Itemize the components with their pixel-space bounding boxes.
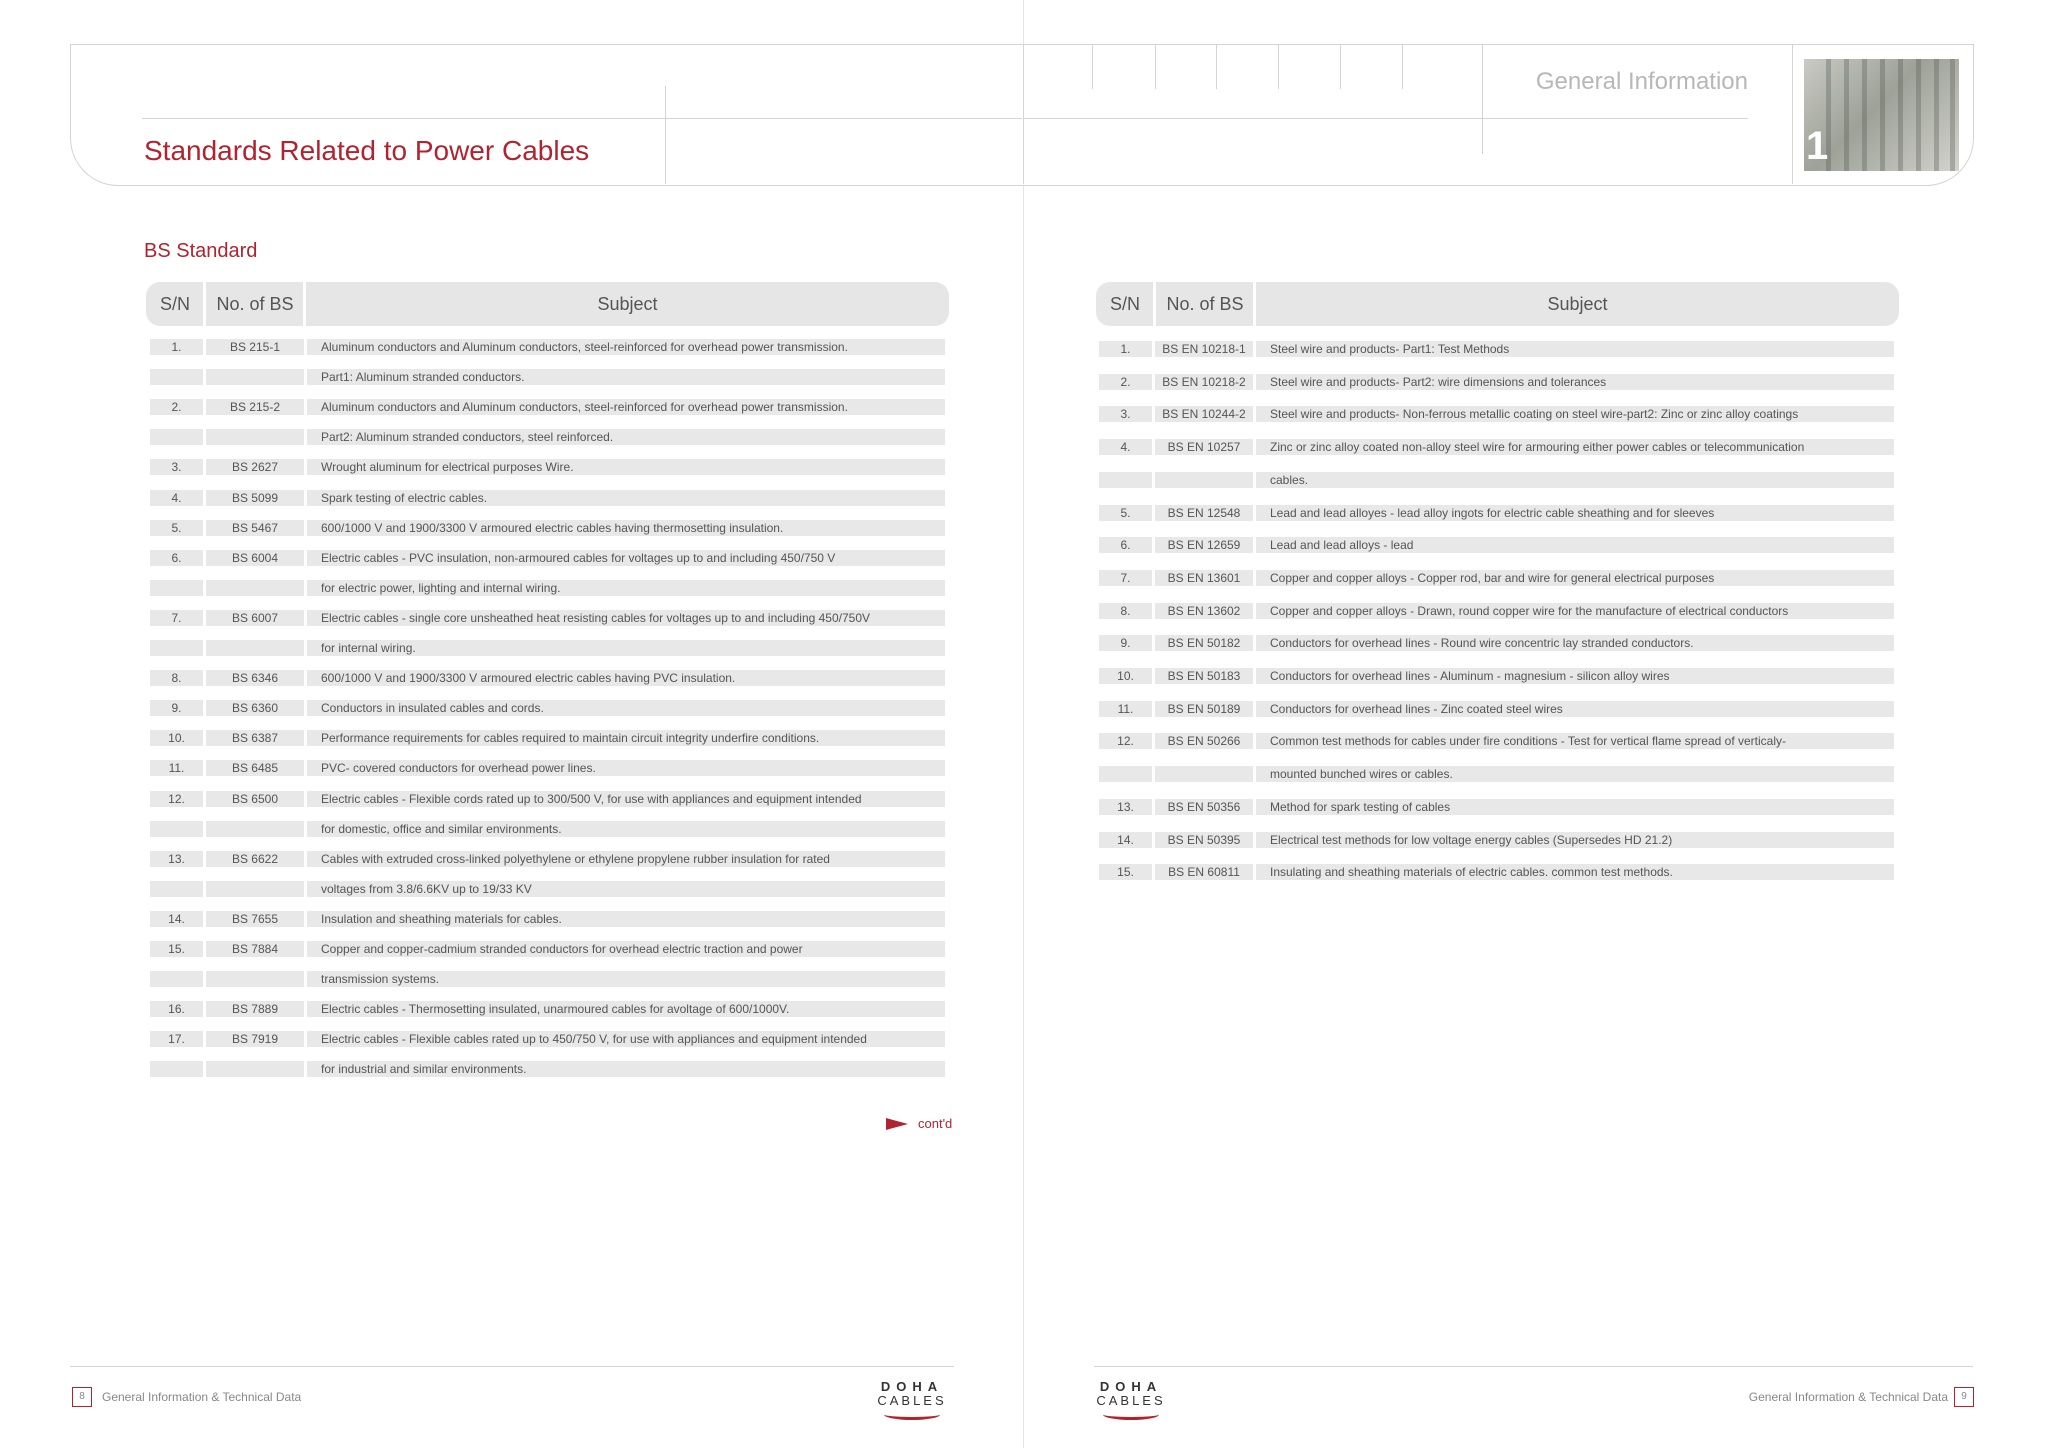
footer-rule [70,1366,954,1367]
sn-cell [1099,766,1152,782]
sn-cell: 7. [150,610,203,626]
standard-number-cell: BS 6007 [206,610,304,626]
sn-cell: 17. [150,1031,203,1047]
subject-cell: 600/1000 V and 1900/3300 V armoured electric cables having PVC insulation. [307,670,945,686]
sn-cell: 4. [150,490,203,506]
table-row [150,971,945,987]
sn-cell: 16. [150,1001,203,1017]
standard-number-cell [206,429,304,445]
standard-number-cell: BS 6004 [206,550,304,566]
table-row [1099,864,1894,880]
standard-number-cell: BS 215-1 [206,339,304,355]
left-table-body [150,339,945,1083]
standard-number-cell: BS 7655 [206,911,304,927]
table-row [1099,341,1894,357]
table-row [150,399,945,415]
sn-cell: 14. [150,911,203,927]
subject-cell: Wrought aluminum for electrical purposes Wire. [307,459,945,475]
standard-number-cell: BS 6622 [206,851,304,867]
table-row [150,550,945,566]
sn-cell: 3. [1099,406,1152,422]
sn-cell: 5. [150,520,203,536]
table-row [150,610,945,626]
sn-cell: 2. [1099,374,1152,390]
standard-number-cell [206,881,304,897]
standard-number-cell: BS EN 10218-1 [1155,341,1253,357]
page-title: Standards Related to Power Cables [144,135,590,166]
subject-cell: Electric cables - Flexible cables rated up to 450/750 V, for use with appliances and equipment intended [307,1031,945,1047]
logo-bottom-text: CABLES [877,1393,947,1408]
table-row [150,941,945,957]
standard-number-cell [206,1061,304,1077]
table-row [150,851,945,867]
section-title: BS Standard [144,240,258,262]
table-row [150,760,945,776]
subject-cell: Aluminum conductors and Aluminum conductors, steel-reinforced for overhead power transmission. [307,399,945,415]
table-row [1099,668,1894,684]
right-table-body [1099,341,1894,881]
sn-cell: 12. [150,791,203,807]
standard-number-cell: BS EN 12548 [1155,505,1253,521]
table-row [1099,472,1894,488]
sn-cell: 8. [150,670,203,686]
table-row [1099,439,1894,455]
table-row [150,881,945,897]
standard-number-cell: BS EN 50266 [1155,733,1253,749]
subject-cell: for electric power, lighting and internal wiring. [307,580,945,596]
sn-cell: 4. [1099,439,1152,455]
table-row [150,339,945,355]
standard-number-cell: BS 6485 [206,760,304,776]
subject-cell: Steel wire and products- Part1: Test Methods [1256,341,1894,357]
standard-number-cell: BS EN 50356 [1155,799,1253,815]
table-row [150,640,945,656]
standard-number-cell: BS EN 60811 [1155,864,1253,880]
sn-cell: 15. [1099,864,1152,880]
header-tick [1155,44,1156,89]
sn-cell: 5. [1099,505,1152,521]
sn-cell: 11. [1099,701,1152,717]
subject-cell: voltages from 3.8/6.6KV up to 19/33 KV [307,881,945,897]
table-row [150,730,945,746]
sn-cell [150,881,203,897]
page-spread-divider [1023,0,1024,1448]
standard-number-cell: BS 6387 [206,730,304,746]
table-row [150,821,945,837]
table-row [1099,635,1894,651]
table-row [1099,603,1894,619]
subject-cell: Electric cables - single core unsheathed heat resisting cables for voltages up to and including 450/750V [307,610,945,626]
standard-number-cell: BS 7889 [206,1001,304,1017]
subject-cell: Copper and copper-cadmium stranded conductors for overhead electric traction and power [307,941,945,957]
sn-cell: 14. [1099,832,1152,848]
standard-number-cell: BS EN 13601 [1155,570,1253,586]
table-row [150,520,945,536]
table-row [150,490,945,506]
subject-cell: Zinc or zinc alloy coated non-alloy steel wire for armouring either power cables or telecommunication [1256,439,1894,455]
subject-cell: Steel wire and products- Non-ferrous metallic coating on steel wire-part2: Zinc or zinc alloy coatings [1256,406,1894,422]
footer-text: General Information & Technical Data [1748,1390,1948,1404]
standard-number-cell [1155,766,1253,782]
standard-number-cell: BS EN 50182 [1155,635,1253,651]
table-row [1099,832,1894,848]
standard-number-cell: BS 6360 [206,700,304,716]
standard-number-cell: BS 6346 [206,670,304,686]
subject-cell: Conductors for overhead lines - Zinc coated steel wires [1256,701,1894,717]
sn-cell: 3. [150,459,203,475]
header-tick [1340,44,1341,89]
logo-swoosh [1103,1409,1159,1420]
subject-cell: Aluminum conductors and Aluminum conductors, steel-reinforced for overhead power transmission. [307,339,945,355]
subject-cell: Conductors for overhead lines - Round wire concentric lay stranded conductors. [1256,635,1894,651]
standard-number-cell: BS 5467 [206,520,304,536]
table-row [150,911,945,927]
chapter-label: General Information [1535,68,1748,95]
table-row [1099,374,1894,390]
table-row [150,1001,945,1017]
header-rule [1024,118,1748,119]
subject-cell: for industrial and similar environments. [307,1061,945,1077]
header-divider [665,86,666,184]
subject-cell: mounted bunched wires or cables. [1256,766,1894,782]
subject-cell: Spark testing of electric cables. [307,490,945,506]
table-row [150,459,945,475]
footer-rule [1094,1366,1973,1367]
subject-cell: Common test methods for cables under fire conditions - Test for vertical flame spread of verticaly- [1256,733,1894,749]
page-number: 9 [1954,1387,1974,1407]
subject-cell: Method for spark testing of cables [1256,799,1894,815]
doha-cables-logo [1093,1380,1169,1420]
sn-cell: 10. [1099,668,1152,684]
subject-cell: Lead and lead alloyes - lead alloy ingots for electric cable sheathing and for sleeves [1256,505,1894,521]
standard-number-cell [1155,472,1253,488]
sn-cell: 12. [1099,733,1152,749]
standard-number-cell [206,971,304,987]
sn-cell [1099,472,1152,488]
header-divider [1482,44,1483,154]
subject-cell: cables. [1256,472,1894,488]
logo-bottom-text: CABLES [1096,1393,1166,1408]
subject-cell: Conductors for overhead lines - Aluminum - magnesium - silicon alloy wires [1256,668,1894,684]
logo-top-text: DOHA [880,1379,944,1394]
table-row [150,791,945,807]
subject-cell: Cables with extruded cross-linked polyethylene or ethylene propylene rubber insulation for rated [307,851,945,867]
table-row [150,429,945,445]
standard-number-cell: BS EN 12659 [1155,537,1253,553]
sn-cell: 7. [1099,570,1152,586]
subject-cell: Electrical test methods for low voltage energy cables (Supersedes HD 21.2) [1256,832,1894,848]
header-tick [1278,44,1279,89]
standard-number-cell: BS EN 50395 [1155,832,1253,848]
page-number: 8 [72,1387,92,1407]
subject-cell: Part1: Aluminum stranded conductors. [307,369,945,385]
header-rule [142,118,1022,119]
standard-number-cell: BS 7919 [206,1031,304,1047]
sn-cell: 11. [150,760,203,776]
table-row [1099,505,1894,521]
standard-number-cell: BS EN 10218-2 [1155,374,1253,390]
sn-cell [150,580,203,596]
column-header-no: No. of BS [216,294,294,314]
standard-number-cell: BS EN 50183 [1155,668,1253,684]
standard-number-cell: BS EN 50189 [1155,701,1253,717]
column-header-sn: S/N [159,294,190,314]
subject-cell: Insulating and sheathing materials of electric cables. common test methods. [1256,864,1894,880]
sn-cell: 9. [1099,635,1152,651]
standard-number-cell: BS 6500 [206,791,304,807]
header-divider [1792,44,1793,184]
continued-label: cont'd [918,1116,953,1131]
subject-cell: Copper and copper alloys - Drawn, round copper wire for the manufacture of electrical conductors [1256,603,1894,619]
sn-cell [150,640,203,656]
subject-cell: 600/1000 V and 1900/3300 V armoured electric cables having thermosetting insulation. [307,520,945,536]
sn-cell [150,821,203,837]
sn-cell: 9. [150,700,203,716]
standard-number-cell: BS 7884 [206,941,304,957]
subject-cell: for internal wiring. [307,640,945,656]
table-row [150,670,945,686]
subject-cell: transmission systems. [307,971,945,987]
column-header-no: No. of BS [1166,294,1244,314]
table-row [1099,733,1894,749]
subject-cell: Steel wire and products- Part2: wire dimensions and tolerances [1256,374,1894,390]
subject-cell: Electric cables - Thermosetting insulated, unarmoured cables for avoltage of 600/1000V. [307,1001,945,1017]
sn-cell: 2. [150,399,203,415]
subject-cell: Copper and copper alloys - Copper rod, bar and wire for general electrical purposes [1256,570,1894,586]
header-tick [1092,44,1093,89]
sn-cell [150,971,203,987]
sn-cell: 10. [150,730,203,746]
subject-cell: Insulation and sheathing materials for cables. [307,911,945,927]
table-header [146,282,949,326]
subject-cell: Part2: Aluminum stranded conductors, steel reinforced. [307,429,945,445]
standard-number-cell: BS 5099 [206,490,304,506]
sn-cell: 1. [1099,341,1152,357]
subject-cell: Electric cables - Flexible cords rated up to 300/500 V, for use with appliances and equipment intended [307,791,945,807]
header-divider [1023,44,1024,184]
sn-cell: 13. [150,851,203,867]
chapter-number: 1 [1806,124,1829,168]
sn-cell: 13. [1099,799,1152,815]
standard-number-cell: BS 215-2 [206,399,304,415]
subject-cell: for domestic, office and similar environments. [307,821,945,837]
subject-cell: PVC- covered conductors for overhead power lines. [307,760,945,776]
logo-swoosh [884,1409,940,1420]
header-tick [1216,44,1217,89]
sn-cell: 1. [150,339,203,355]
standard-number-cell [206,821,304,837]
sn-cell: 6. [150,550,203,566]
table-row [150,369,945,385]
subject-cell: Conductors in insulated cables and cords. [307,700,945,716]
sn-cell: 8. [1099,603,1152,619]
subject-cell: Performance requirements for cables required to maintain circuit integrity underfire conditions. [307,730,945,746]
sn-cell [150,369,203,385]
subject-cell: Lead and lead alloys - lead [1256,537,1894,553]
table-row [1099,406,1894,422]
standard-number-cell: BS 2627 [206,459,304,475]
standard-number-cell [206,640,304,656]
doha-cables-logo [874,1380,950,1420]
standard-number-cell: BS EN 13602 [1155,603,1253,619]
column-header-subject: Subject [597,294,658,314]
table-row [150,1061,945,1077]
table-row [1099,537,1894,553]
standard-number-cell: BS EN 10244-2 [1155,406,1253,422]
subject-cell: Electric cables - PVC insulation, non-armoured cables for voltages up to and including 450/750 V [307,550,945,566]
table-row [1099,799,1894,815]
continued-arrow-icon [886,1118,908,1130]
sn-cell [150,429,203,445]
column-header-sn: S/N [1109,294,1140,314]
standard-number-cell [206,580,304,596]
table-header [1096,282,1899,326]
logo-top-text: DOHA [1099,1379,1163,1394]
sn-cell: 15. [150,941,203,957]
table-row [150,1031,945,1047]
table-row [1099,766,1894,782]
standard-number-cell: BS EN 10257 [1155,439,1253,455]
sn-cell: 6. [1099,537,1152,553]
table-row [1099,570,1894,586]
table-row [1099,701,1894,717]
sn-cell [150,1061,203,1077]
table-row [150,580,945,596]
column-header-subject: Subject [1547,294,1608,314]
footer-text: General Information & Technical Data [102,1390,302,1404]
header-tick [1402,44,1403,89]
standard-number-cell [206,369,304,385]
table-row [150,700,945,716]
